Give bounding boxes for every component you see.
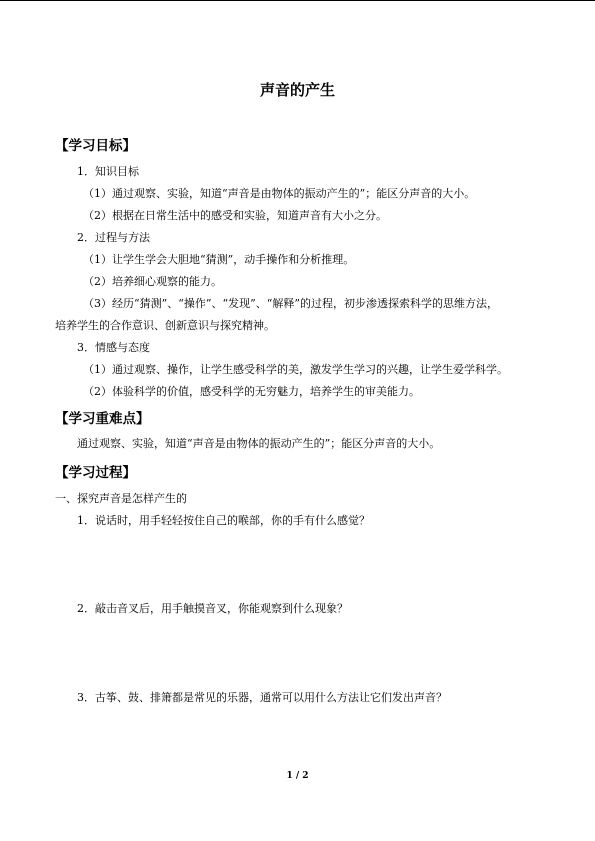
objectives-line: 培养学生的合作意识、创新意识与探究精神。: [55, 319, 275, 332]
objectives-line: 2．过程与方法: [77, 231, 150, 244]
objectives-line: （1）让学生学会大胆地“猜测”，动手操作和分析推理。: [83, 253, 355, 266]
top-border-line: [0, 0, 595, 1]
process-question: 1．说话时，用手轻轻按住自己的喉部，你的手有什么感觉？: [77, 514, 370, 527]
process-heading: 【学习过程】: [55, 465, 136, 481]
key-points-line: 通过观察、实验，知道“声音是由物体的振动产生的”；能区分声音的大小。: [77, 437, 441, 450]
objectives-heading: 【学习目标】: [55, 138, 136, 154]
objectives-line: 3．情感与态度: [77, 341, 150, 354]
key-points-heading: 【学习重难点】: [55, 411, 150, 427]
page-title: 声音的产生: [259, 81, 335, 99]
objectives-line: （2）根据在日常生活中的感受和实验，知道声音有大小之分。: [83, 209, 387, 222]
process-line: 一、探究声音是怎样产生的: [55, 492, 187, 505]
process-question: 3．古筝、鼓、排箫都是常见的乐器，通常可以用什么方法让它们发出声音？: [77, 691, 447, 704]
objectives-line: （2）体验科学的价值，感受科学的无穷魅力，培养学生的审美能力。: [83, 385, 420, 398]
objectives-line: （1）通过观察、实验，知道“声音是由物体的振动产生的”；能区分声音的大小。: [83, 187, 476, 200]
objectives-line: （3）经历“猜测”、“操作”、“发现”、“解释”的过程，初步渗透探索科学的思维方法，: [83, 297, 498, 310]
page-number: 1 / 2: [286, 771, 309, 781]
objectives-line: （2）培养细心观察的能力。: [83, 275, 222, 288]
objectives-line: 1．知识目标: [77, 165, 139, 178]
process-question: 2．敲击音叉后，用手触摸音叉，你能观察到什么现象？: [77, 602, 348, 615]
objectives-line: （1）通过观察、操作，让学生感受科学的美，激发学生学习的兴趣，让学生爱学科学。: [83, 363, 508, 376]
